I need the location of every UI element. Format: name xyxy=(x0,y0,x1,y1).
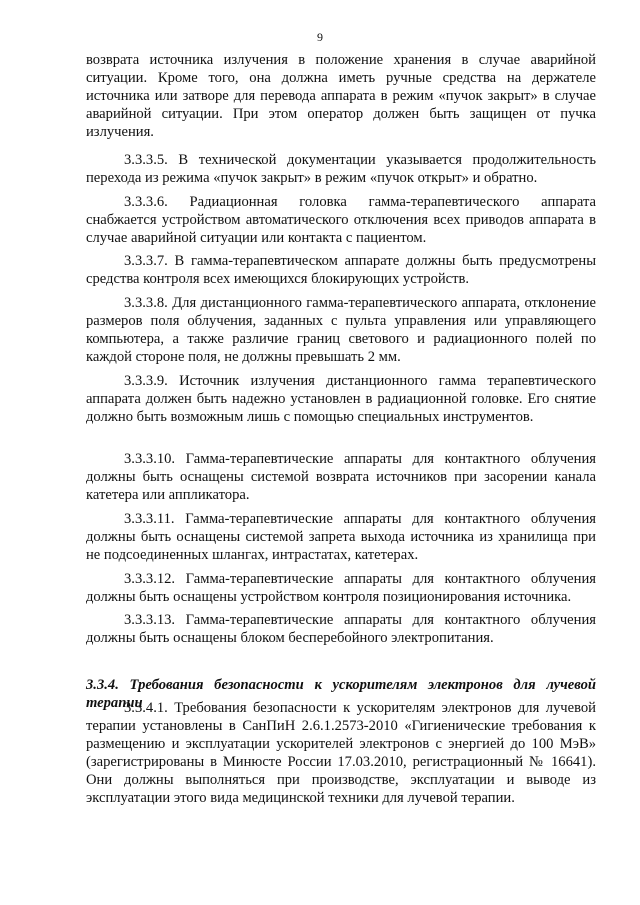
paragraph-3-3-3-11: 3.3.3.11. Гамма-терапевтические аппараты для контактного облучения должны быть оснащены системой запрета выхода источника из хранилища при не подсоединенных шлангах, интрастатах, катетерах. xyxy=(86,511,596,563)
paragraph-3-3-3-7: 3.3.3.7. В гамма-терапевтическом аппарате должны быть предусмотрены средства контроля всех имеющихся блокирующих устройств. xyxy=(86,253,596,287)
paragraph-3-3-3-13: 3.3.3.13. Гамма-терапевтические аппараты для контактного облучения должны быть оснащены блоком бесперебойного электропитания. xyxy=(86,612,596,646)
paragraph-continuation: возврата источника излучения в положение хранения в случае аварийной ситуации. Кроме того, она должна иметь ручные средства на держателе источника или затворе для перевода аппарата в режим «пучок закрыт» в случае аварийной ситуации. При этом оператор должен быть защищен от пучка излучения. xyxy=(86,52,596,140)
paragraph-3-3-3-9: 3.3.3.9. Источник излучения дистанционного гамма терапевтического аппарата должен быть надежно установлен в радиационной головке. Его снятие должно быть возможным лишь с помощью специальных инструментов. xyxy=(86,373,596,425)
paragraph-3-3-3-5: 3.3.3.5. В технической документации указывается продолжительность перехода из режима «пучок закрыт» в режим «пучок открыт» и обратно. xyxy=(86,152,596,186)
section-heading-3-3-4: 3.3.4. Требования безопасности к ускорителям электронов для лучевой терапии xyxy=(86,677,596,711)
paragraph-3-3-3-6: 3.3.3.6. Радиационная головка гамма-терапевтического аппарата снабжается устройством автоматического отключения всех приводов аппарата в случае аварийной ситуации или контакта с пациентом. xyxy=(86,194,596,246)
paragraph-3-3-3-12: 3.3.3.12. Гамма-терапевтические аппараты для контактного облучения должны быть оснащены устройством контроля позиционирования источника. xyxy=(86,571,596,605)
paragraph-3-3-4-1: 3.3.4.1. Требования безопасности к ускорителям электронов для лучевой терапии установлены в СанПиН 2.6.1.2573-2010 «Гигиенические требования к размещению и эксплуатации ускорителей электронов с энергией до 100 МэВ» (зарегистрированы в Минюсте России 17.03.2010, регистрационный № 16641). Они должны выполняться при производстве, эксплуатации и выводе из эксплуатации этого вида медицинской техники для лучевой терапии. xyxy=(86,700,596,806)
paragraph-3-3-3-10: 3.3.3.10. Гамма-терапевтические аппараты для контактного облучения должны быть оснащены системой возврата источников при засорении канала катетера или аппликатора. xyxy=(86,451,596,503)
page-number: 9 xyxy=(317,30,323,44)
paragraph-3-3-3-8: 3.3.3.8. Для дистанционного гамма-терапевтического аппарата, отклонение размеров поля облучения, заданных с пульта управления или управляющего компьютера, а также различие границ светового и радиационного полей по каждой стороне поля, не должны превышать 2 мм. xyxy=(86,295,596,365)
